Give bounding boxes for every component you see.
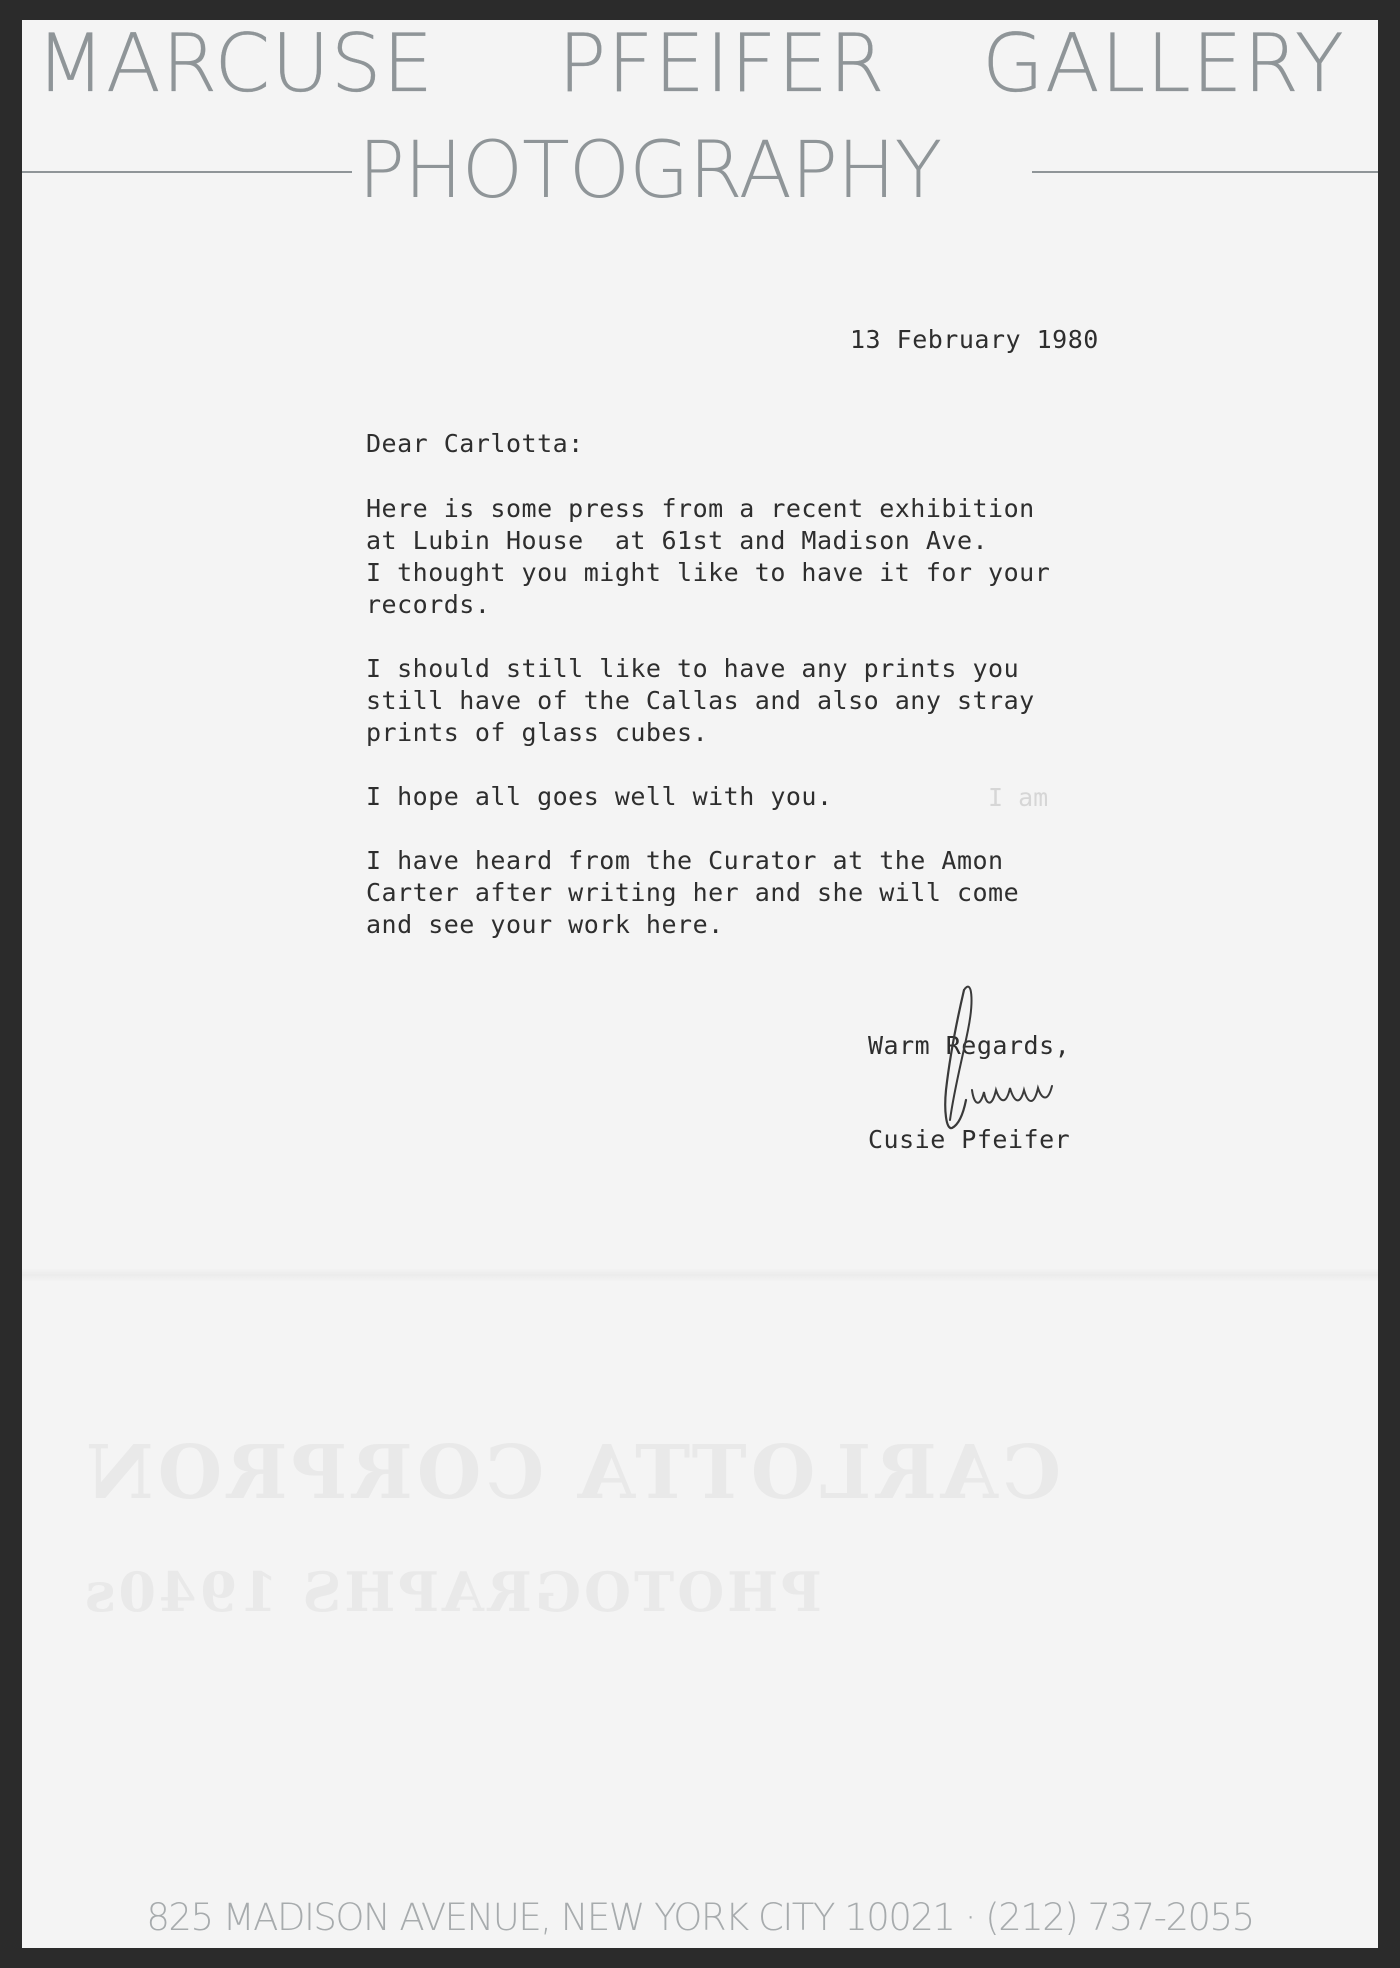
letter-page [22,20,1378,1948]
letterhead-subtitle-row [22,128,1378,214]
letter-paragraph-3: I hope all goes well with you. [366,782,833,811]
letterhead-word-pfeifer: PFEIFER [558,20,886,110]
letter-paragraph-1: Here is some press from a recent exhibition at Lubin House at 61st and Madison Ave. I thought you might like to have it for your records. [366,494,1051,619]
letterhead-footer-address: 825 MADISON AVENUE, NEW YORK CITY 10021 · (212) 737-2055 [146,1896,1254,1939]
letter-closing: Warm Regards, [868,1031,1071,1060]
letterhead-word-marcuse: MARCUSE [36,20,435,110]
paper-fold [22,1268,1378,1282]
show-through-line-2: PHOTOGRAPHS 1940s [82,1560,822,1624]
faded-typed-text: I am [988,783,1049,812]
letterhead-subtitle: PHOTOGRAPHY [358,126,942,216]
letterhead-rule-left [22,171,352,173]
letterhead-rule-right [1032,171,1378,173]
handwritten-signature [902,960,1102,1150]
letter-typed-name: Cusie Pfeifer [868,1125,1071,1154]
show-through-line-1: CARLOTTA CORPRON [82,1430,1062,1516]
letterhead-word-gallery: GALLERY [982,20,1345,110]
letter-paragraph-4: I have heard from the Curator at the Amon Carter after writing her and she will come and see your work here. [366,846,1020,939]
letter-date: 13 February 1980 [850,325,1099,354]
letter-salutation: Dear Carlotta: [366,429,584,458]
letter-paragraph-2: I should still like to have any prints you still have of the Callas and also any stray prints of glass cubes. [366,654,1035,747]
